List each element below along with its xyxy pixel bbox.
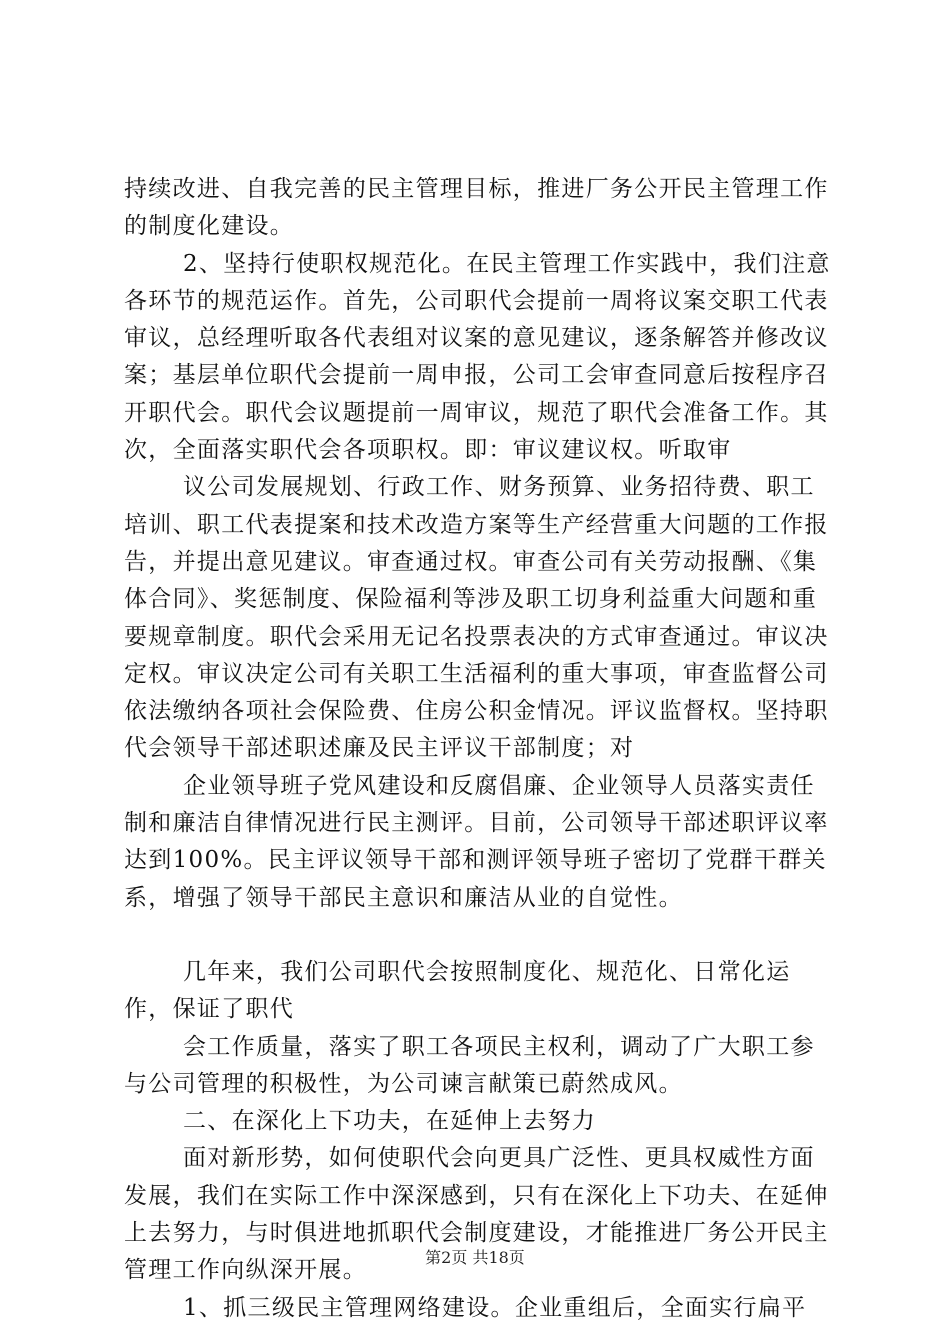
paragraph-6: 会工作质量，落实了职工各项民主权利，调动了广大职工参与公司管理的积极性，为公司谏言献策已蔚然成风。 [124,1033,815,1097]
document-body [124,171,836,1327]
paragraph-5: 几年来，我们公司职代会按照制度化、规范化、日常化运作，保证了职代 [124,958,791,1023]
page-number-footer: 第2页 共18页 [425,1248,525,1267]
paragraph-8: 面对新形势，如何使职代会向更具广泛性、更具权威性方面发展，我们在实际工作中深深感到，只有在深化上下功夫、在延伸上去努力，与时俱进地抓职代会制度建设，才能推进厂务公开民主管理工作向纵深开展。 [124,1145,829,1284]
paragraph-1: 持续改进、自我完善的民主管理目标，推进厂务公开民主管理工作的制度化建设。 [124,176,829,240]
section-heading: 二、在深化上下功夫，在延伸上去努力 [183,1108,597,1135]
paragraph-3: 议公司发展规划、行政工作、财务预算、业务招待费、职工培训、职工代表提案和技术改造方案等生产经营重大问题的工作报告，并提出意见建议。审查通过权。审查公司有关劳动报酬、《集体合同》、奖惩制度、保险福利等涉及职工切身利益重大问题和重要规章制度。职代会采用无记名投票表决的方式审查通过。审议决定权。审议决定公司有关职工生活福利的重大事项，审查监督公司依法缴纳各项社会保险费、住房公积金情况。评议监督权。坚持职代会领导干部述职述廉及民主评议干部制度；对 [124,474,829,762]
paragraph-4: 企业领导班子党风建设和反腐倡廉、企业领导人员落实责任制和廉洁自律情况进行民主测评。目前，公司领导干部述职评议率达到100%。民主评议领导干部和测评领导班子密切了党群干群关系，增强了领导干部民主意识和廉洁从业的自觉性。 [124,772,829,911]
paragraph-gap [124,917,836,954]
paragraph-2: 2、坚持行使职权规范化。在民主管理工作实践中，我们注意各环节的规范运作。首先，公司职代会提前一周将议案交职工代表审议，总经理听取各代表组对议案的意见建议，逐条解答并修改议案；基层单位职代会提前一周申报，公司工会审查同意后按程序召开职代会。职代会议题提前一周审议，规范了职代会准备工作。其次，全面落实职代会各项职权。即：审议建议权。听取审 [124,250,831,464]
paragraph-9: 1、抓三级民主管理网络建设。企业重组后，全面实行扁平 [183,1294,807,1321]
